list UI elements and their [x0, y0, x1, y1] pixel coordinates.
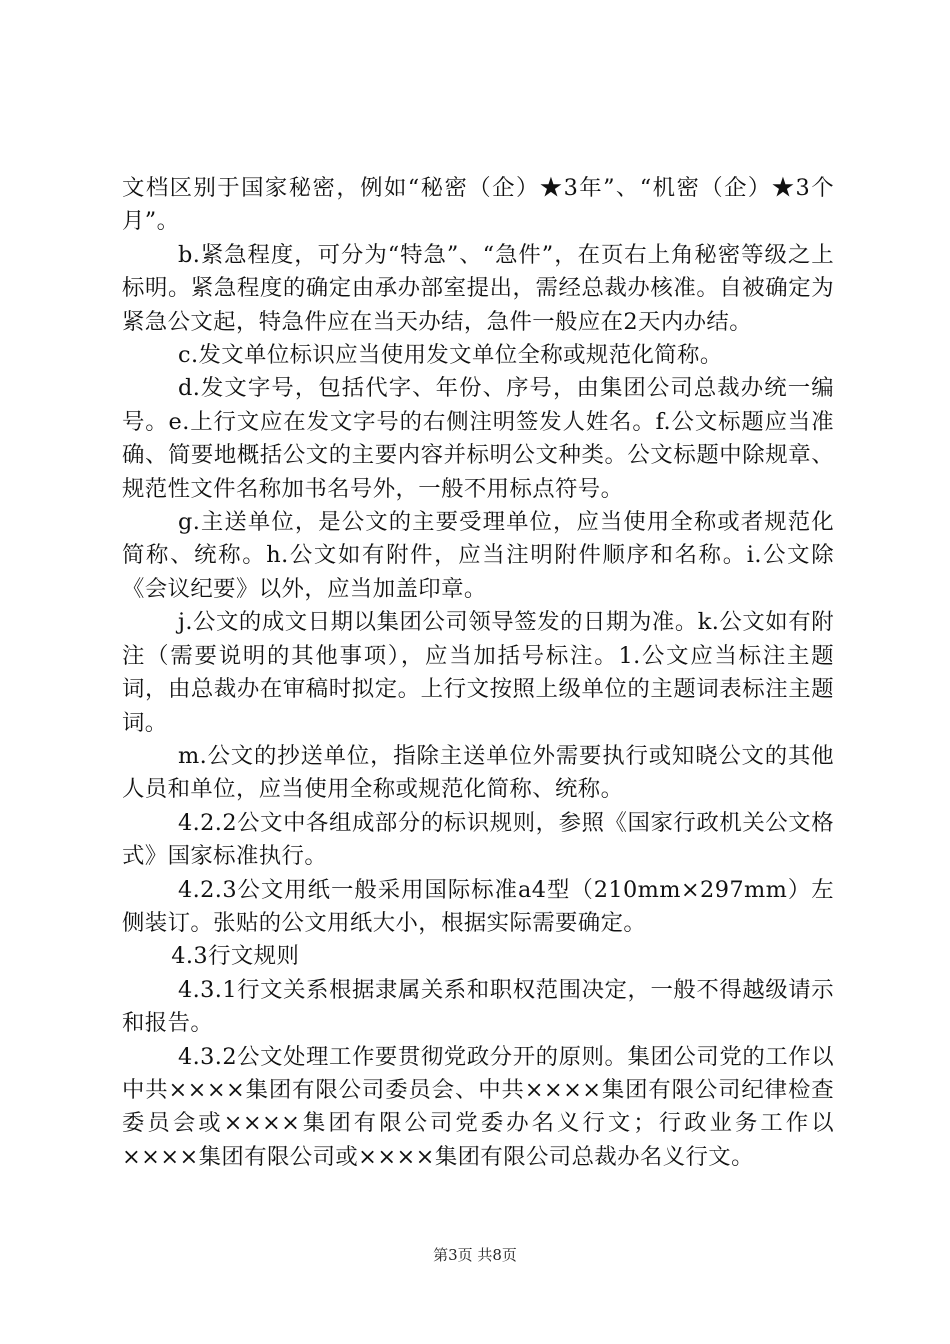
paragraph-document-number: d.发文字号，包括代字、年份、序号，由集团公司总裁办统一编号。e.上行文应在发文字号的右侧注明签发人姓名。f.公文标题应当准确、简要地概括公文的主要内容并标明公文种类。公文标题中除规章、规范性文件名称加书名号外，一般不用标点符号。 — [122, 375, 834, 502]
paragraph-urgency: b.紧急程度，可分为“特急”、“急件”，在页右上角秘密等级之上标明。紧急程度的确定由承办部室提出，需经总裁办核准。自被确定为紧急公文起，特急件应在当天办结，急件一般应在2天内办结。 — [122, 241, 834, 335]
section-heading-4-3: 4.3行文规则 — [171, 943, 300, 970]
document-body — [122, 172, 834, 1174]
paragraph-cc: m.公文的抄送单位，指除主送单位外需要执行或知晓公文的其他人员和单位，应当使用全称或规范化简称、统称。 — [122, 742, 834, 803]
paragraph-recipient: g.主送单位，是公文的主要受理单位，应当使用全称或者规范化简称、统称。h.公文如有附件，应当注明附件顺序和名称。i.公文除《会议纪要》以外，应当加盖印章。 — [122, 509, 834, 602]
paragraph-date: j.公文的成文日期以集团公司领导签发的日期为准。k.公文如有附注（需要说明的其他事项），应当加括号标注。1.公文应当标注主题词，由总裁办在审稿时拟定。上行文按照上级单位的主题词表标注主题词。 — [122, 609, 834, 736]
paragraph-4-2-3: 4.2.3公文用纸一般采用国际标准a4型（210mm×297mm）左侧装订。张贴的公文用纸大小，根据实际需要确定。 — [122, 876, 834, 936]
paragraph-continuation: 文档区别于国家秘密，例如“秘密（企）★3年”、“机密（企）★3个月”。 — [122, 175, 834, 235]
paragraph-4-3-1: 4.3.1行文关系根据隶属关系和职权范围决定，一般不得越级请示和报告。 — [122, 976, 834, 1037]
page-number-footer: 第3页 共8页 — [433, 1246, 517, 1264]
paragraph-4-3-2: 4.3.2公文处理工作要贯彻党政分开的原则。集团公司党的工作以中共××××集团有限公司委员会、中共××××集团有限公司纪律检查委员会或××××集团有限公司党委办名义行文；行政业务工作以××××集团有限公司或××××集团有限公司总裁办名义行文。 — [122, 1043, 834, 1170]
paragraph-4-2-2: 4.2.2公文中各组成部分的标识规则，参照《国家行政机关公文格式》国家标准执行。 — [122, 809, 834, 870]
paragraph-issuer-mark: c.发文单位标识应当使用发文单位全称或规范化简称。 — [178, 342, 723, 369]
